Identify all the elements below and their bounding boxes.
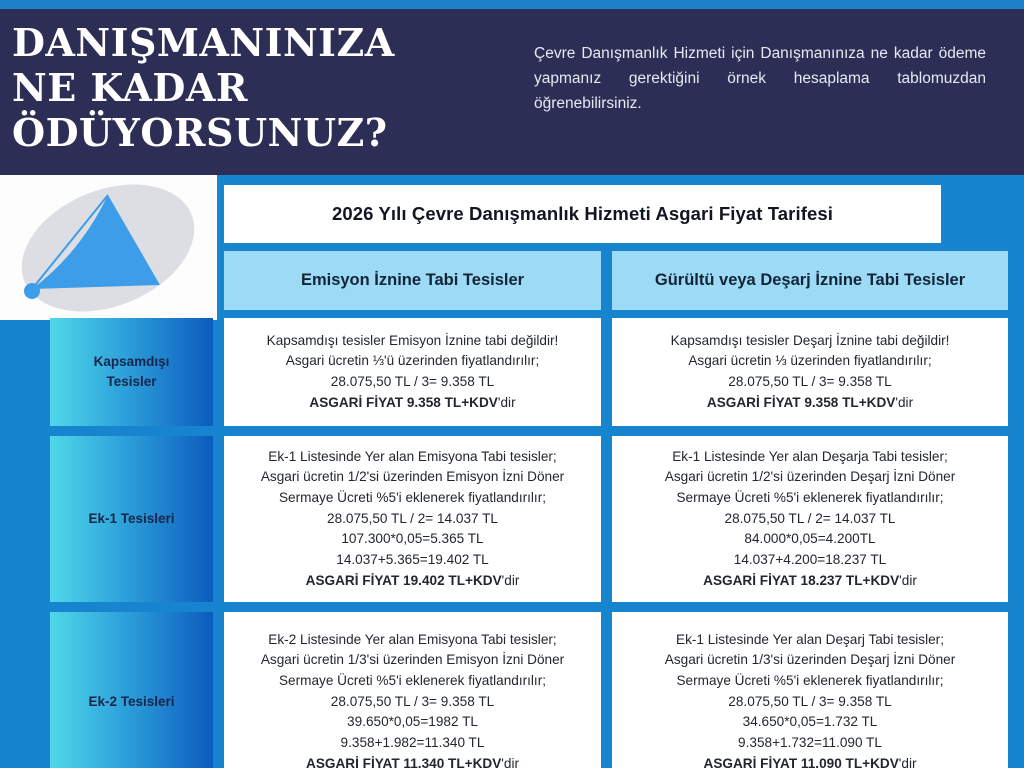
company-logo-arrow-icon [8,179,208,317]
table-cell-r1c1 [224,318,601,426]
result-line: ASGARİ FİYAT 11.340 TL+KDV'dir [306,755,519,768]
column-header-emisyon [224,251,601,310]
column-header-label: Gürültü veya Deşarj İznine Tabi Tesisler [654,271,966,289]
cell-lines: Kapsamdışı tesisler Deşarj İznine tabi değildir! Asgari ücretin ⅓ üzerinden fiyatlandırılır; 28.075,50 TL / 3= 9.358 TL ASGARİ FİYAT 9.358 TL+KDV'dir [622,331,998,414]
result-line: ASGARİ FİYAT 19.402 TL+KDV'dir [305,572,520,588]
headline-line-3: ÖDÜYORSUNUZ? [12,109,388,155]
page-headline [12,21,482,155]
table-cell-r2c2 [612,436,1008,602]
result-line: ASGARİ FİYAT 11.090 TL+KDV'dir [703,755,917,768]
result-line: ASGARİ FİYAT 9.358 TL+KDV'dir [706,394,914,410]
cell-lines: Ek-2 Listesinde Yer alan Emisyona Tabi tesisler; Asgari ücretin 1/3'si üzerinden Emisyon İzni Döner Sermaye Ücreti %5'i eklenerek fiyatlandırılır; 28.075,50 TL / 3= 9.358 TL 39.650*0,05=1982 TL 9.358+1.982=11.340 TL ASGARİ FİYAT 11.340 TL+KDV'dir [234,630,591,768]
cell-lines: Ek-1 Listesinde Yer alan Deşarja Tabi tesisler; Asgari ücretin 1/2'si üzerinden Deşarj İzni Döner Sermaye Ücreti %5'i eklenerek fiyatlandırılır; 28.075,50 TL / 2= 14.037 TL 84.000*0,05=4.200TL 14.037+4.200=18.237 TL ASGARİ FİYAT 18.237 TL+KDV'dir [622,447,998,592]
result-line: ASGARİ FİYAT 18.237 TL+KDV'dir [703,572,917,588]
table-title: 2026 Yılı Çevre Danışmanlık Hizmeti Asgari Fiyat Tarifesi [332,203,833,224]
table-cell-r3c1 [224,612,601,768]
headline-line-2: NE KADAR [12,64,248,110]
column-header-gurultu-desarj [612,251,1008,310]
row-label-text: Ek-2 Tesisleri [88,694,175,710]
table-cell-r3c2 [612,612,1008,768]
cell-lines: Ek-1 Listesinde Yer alan Deşarj Tabi tesisler; Asgari ücretin 1/3'si üzerinden Deşarj İzni Döner Sermaye Ücreti %5'i eklenerek fiyatlandırılır; 28.075,50 TL / 3= 9.358 TL 34.650*0,05=1.732 TL 9.358+1.732=11.090 TL ASGARİ FİYAT 11.090 TL+KDV'dir [622,630,998,768]
table-title-box [224,185,941,243]
cell-lines: Ek-1 Listesinde Yer alan Emisyona Tabi tesisler; Asgari ücretin 1/2'si üzerinden Emisyon İzni Döner Sermaye Ücreti %5'i eklenerek fiyatlandırılır; 28.075,50 TL / 2= 14.037 TL 107.300*0,05=5.365 TL 14.037+5.365=19.402 TL ASGARİ FİYAT 19.402 TL+KDV'dir [234,447,591,592]
top-accent-strip [0,0,1024,9]
row-label-text: Ek-1 Tesisleri [88,511,175,527]
row-label-ek1 [50,436,213,602]
row-label-text: Kapsamdışı Tesisler [93,354,170,389]
row-label-ek2 [50,612,213,768]
logo-panel [0,175,217,320]
row-label-kapsamdisi [50,318,213,426]
cell-lines: Kapsamdışı tesisler Emisyon İznine tabi değildir! Asgari ücretin ⅓'ü üzerinden fiyatlandırılır; 28.075,50 TL / 3= 9.358 TL ASGARİ FİYAT 9.358 TL+KDV'dir [234,331,591,414]
table-cell-r1c2 [612,318,1008,426]
headline-line-1: DANIŞMANINIZA [12,20,395,65]
header-band [0,9,1024,175]
intro-paragraph: Çevre Danışmanlık Hizmeti için Danışmanınıza ne kadar ödeme yapmanız gerektiğini örnek hesaplama tablomuzdan öğrenebilirsiniz. [534,45,986,113]
column-header-label: Emisyon İznine Tabi Tesisler [300,271,525,289]
table-cell-r2c1 [224,436,601,602]
result-line: ASGARİ FİYAT 9.358 TL+KDV'dir [309,394,516,410]
